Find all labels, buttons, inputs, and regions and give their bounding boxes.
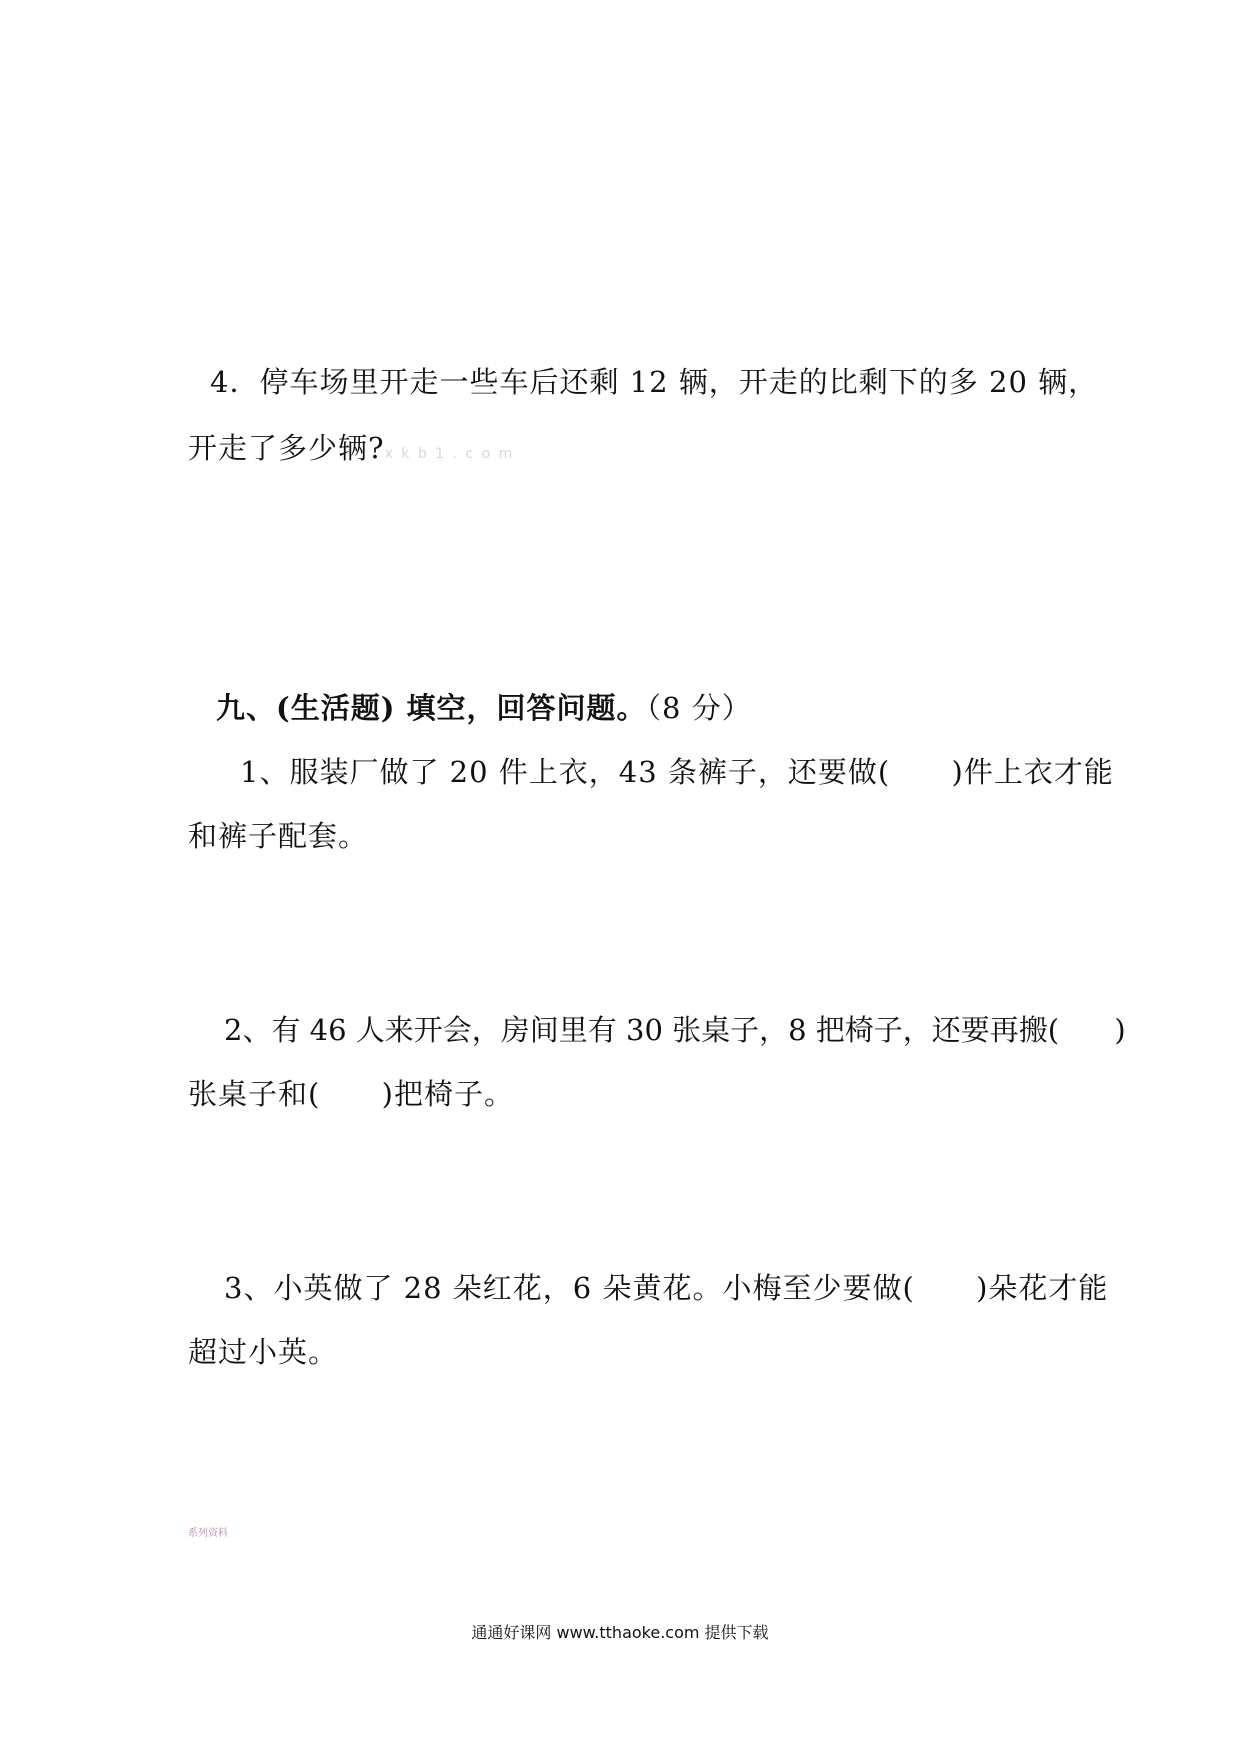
question-2-line-2: 张桌子和( )把椅子。: [188, 1077, 514, 1111]
section-9-score: （8 分）: [646, 691, 752, 725]
series-tag: 系列资料: [188, 1528, 228, 1539]
question-3-line-1: 3、小英做了 28 朵红花，6 朵黄花。小梅至少要做( )朵花才能: [224, 1271, 1109, 1305]
section-9-heading: [216, 688, 752, 728]
problem-4-line-2: [188, 428, 514, 474]
question-1-line-2: 和裤子配套。: [188, 819, 369, 853]
question-1-line-1: 1、服装厂做了 20 件上衣，43 条裤子，还要做( )件上衣才能: [240, 755, 1114, 789]
watermark-text: x k b 1 . c o m: [384, 446, 515, 462]
problem-4-question: 开走了多少辆?: [188, 431, 385, 465]
section-9-title: 九、(生活题) 填空，回答问题。: [216, 691, 647, 725]
question-3-line-2: 超过小英。: [188, 1335, 339, 1369]
question-2-line-1: 2、有 46 人来开会，房间里有 30 张桌子，8 把椅子，还要再搬( ): [224, 1013, 1126, 1047]
problem-4-line-1: 4．停车场里开走一些车后还剩 12 辆，开走的比剩下的多 20 辆，: [210, 365, 1099, 399]
footer-credit: 通通好课网 www.tthaoke.com 提供下载: [471, 1623, 769, 1642]
